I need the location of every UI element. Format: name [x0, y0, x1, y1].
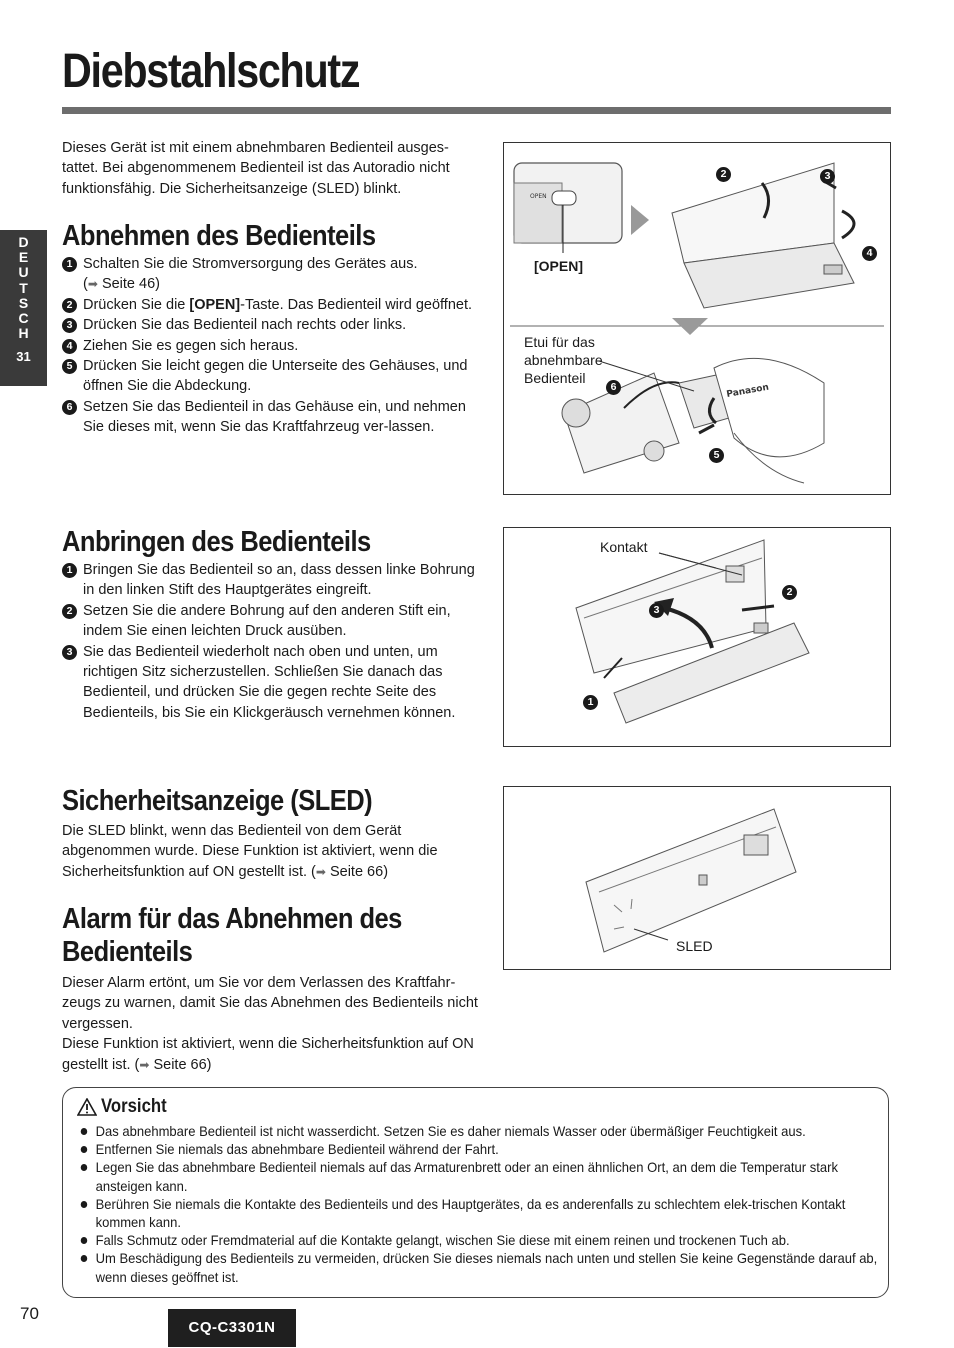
- list-item: [62, 315, 482, 335]
- page-ref: Seite 66: [329, 863, 384, 880]
- sled-text: [62, 821, 482, 882]
- figure-removing-drawing: [504, 143, 890, 494]
- caution-text: Entfernen Sie niemals das abnehmbare Bedienteil während der Fahrt.: [95, 1141, 499, 1158]
- list-item: 1 Schalten Sie die Stromversorgung des Gerätes aus. (➡ Seite 46): [62, 254, 482, 295]
- list-item: [77, 1122, 889, 1140]
- alarm-text-1: Dieser Alarm ertönt, um Sie vor dem Verlassen des Kraftfahr-zeugs zu warnen, damit Sie das Abnehmen des Bedienteils nicht vergessen.: [62, 975, 478, 1032]
- open-key-label: [OPEN]: [189, 296, 241, 313]
- step-number-icon: 3: [62, 645, 77, 660]
- sled-text-pre: Die SLED blinkt, wenn das Bedienteil von dem Gerät abgenommen wurde. Diese Funktion ist aktiviert, wenn die Sicherheitsfunktion auf ON gestellt ist. (: [62, 823, 438, 880]
- step-text-post: -Taste. Das Bedienteil wird geöffnet.: [240, 296, 472, 313]
- page-ref: Seite 66: [153, 1056, 207, 1073]
- page-ref-arrow-icon: ➡: [87, 277, 98, 292]
- removing-heading: Abnehmen des Bedienteils: [62, 220, 376, 252]
- language-side-tab: [0, 230, 47, 386]
- model-badge: CQ-C3301N: [168, 1309, 296, 1347]
- caution-text: Falls Schmutz oder Fremdmaterial auf die Kontakte gelangt, wischen Sie diese mit einem reinen und trockenen Tuch ab.: [95, 1232, 790, 1249]
- caution-text: Berühren Sie niemals die Kontakte des Bedienteils und des Hauptgerätes, da es anderenfalls zu schlechtem elek-trischen Kontakt kommen kann.: [95, 1195, 846, 1231]
- step-number-icon: 1: [62, 563, 77, 578]
- caution-text: Legen Sie das abnehmbare Bedienteil niemals auf das Armaturenbrett oder an einen ähnlichen Ort, an dem die Temperatur stark ansteigen kann.: [95, 1159, 838, 1194]
- sled-section: [62, 785, 482, 882]
- step-text: Drücken Sie leicht gegen die Unterseite des Gehäuses, und öffnen Sie die Abdeckung.: [83, 358, 468, 395]
- page-ref-arrow-icon: ➡: [139, 1057, 150, 1072]
- bullet-icon: [81, 1237, 88, 1244]
- title-rule: [62, 107, 891, 114]
- page-ref-arrow-icon: ➡: [315, 864, 326, 879]
- caution-list: [77, 1122, 878, 1286]
- sled-text-post: ): [383, 863, 389, 880]
- bullet-icon: [81, 1146, 88, 1153]
- step-text-pre: Drücken Sie die: [83, 296, 190, 313]
- marker-4-icon: 4: [862, 246, 877, 261]
- intro-section: [62, 138, 482, 199]
- step-number-icon: 1: [62, 257, 77, 272]
- step-number-icon: 3: [62, 318, 77, 333]
- step-text: Setzen Sie das Bedienteil in das Gehäuse ein, und nehmen Sie dieses mit, wenn Sie das Kraftfahrzeug ver-lassen.: [83, 398, 466, 436]
- marker-6-icon: 6: [606, 380, 621, 395]
- step-text: Setzen Sie die andere Bohrung auf den anderen Stift ein, indem Sie einen leichten Druck ausüben.: [83, 602, 451, 640]
- alarm-section: [62, 903, 482, 1075]
- removing-section: [62, 220, 482, 438]
- marker-5-icon: 5: [709, 448, 724, 463]
- bullet-icon: [81, 1128, 88, 1135]
- list-item: [62, 356, 482, 397]
- sled-heading: Sicherheitsanzeige (SLED): [62, 785, 373, 817]
- list-item: [77, 1140, 889, 1158]
- bullet-icon: [81, 1164, 88, 1171]
- step-text: Drücken Sie das Bedienteil nach rechts oder links.: [83, 317, 407, 334]
- attaching-steps: [62, 560, 482, 723]
- step-text: Schalten Sie die Stromversorgung des Gerätes aus.: [83, 256, 418, 272]
- sled-label: SLED: [676, 938, 713, 954]
- marker-2-icon: 2: [716, 167, 731, 182]
- intro-text: Dieses Gerät ist mit einem abnehmbaren Bedienteil ausges-tattet. Bei abgenommenem Bedienteil ist das Autoradio nicht funktionsfähig. Die Sicherheitsanzeige (SLED) blinkt.: [62, 140, 450, 197]
- list-item: [62, 295, 482, 315]
- case-label: Etui für das abnehmbare Bedienteil: [524, 334, 603, 386]
- attaching-heading: Anbringen des Bedienteils: [62, 526, 371, 558]
- open-label: [OPEN]: [534, 258, 583, 274]
- alarm-heading: Alarm für das Abnehmen des Bedienteils: [62, 903, 402, 968]
- step-number-icon: 4: [62, 339, 77, 354]
- list-item: [62, 397, 482, 438]
- list-item: [77, 1231, 889, 1249]
- figure-attaching-drawing: [504, 528, 890, 746]
- caution-box: [62, 1087, 889, 1298]
- caution-text: Um Beschädigung des Bedienteils zu vermeiden, drücken Sie dieses niemals nach unten und stellen Sie keine Gegenstände darauf ab, wenn dieses geöffnet ist.: [95, 1250, 878, 1285]
- page-number: 70: [20, 1304, 39, 1323]
- list-item: [77, 1195, 889, 1231]
- step-number-icon: 2: [62, 604, 77, 619]
- contact-label: Kontakt: [600, 539, 648, 555]
- alarm-text-2: [62, 1034, 482, 1075]
- marker-1-icon: 1: [583, 695, 598, 710]
- step-number-icon: 6: [62, 400, 77, 415]
- step-number-icon: 5: [62, 359, 77, 374]
- page-title: Diebstahlschutz: [62, 45, 360, 98]
- step-text: Sie das Bedienteil wiederholt nach oben und unten, um richtigen Sitz sicherzustellen. Schließen Sie danach das Bedienteil, und drücken Sie die gegen rechte Seite des Bedienteils, bis Sie ein Klickgeräusch vernehmen können.: [83, 643, 456, 721]
- figure-removing: [503, 142, 891, 495]
- list-item: [77, 1158, 889, 1194]
- language-letters: D E U T S C H: [18, 234, 29, 342]
- caution-heading: Vorsicht: [101, 1096, 167, 1117]
- alarm-text-pre: Diese Funktion ist aktiviert, wenn die Sicherheitsfunktion auf ON gestellt ist. (: [62, 1036, 474, 1073]
- list-item: [62, 642, 482, 724]
- step-number-icon: 2: [62, 298, 77, 313]
- list-item: [77, 1249, 889, 1285]
- list-item: [62, 560, 482, 601]
- removing-steps: [62, 254, 482, 438]
- section-number: 31: [16, 349, 31, 365]
- marker-3-icon: 3: [820, 169, 835, 184]
- figure-sled: [503, 786, 891, 970]
- caution-header: [77, 1096, 874, 1118]
- list-item: [62, 336, 482, 356]
- attaching-section: [62, 526, 482, 723]
- figure-attaching: [503, 527, 891, 747]
- open-button-text: OPEN: [530, 193, 547, 200]
- bullet-icon: [81, 1201, 88, 1208]
- alarm-text-post: ): [206, 1056, 212, 1073]
- list-item: [62, 601, 482, 642]
- brand-text: Panason: [725, 382, 770, 400]
- caution-text: Das abnehmbare Bedienteil ist nicht wasserdicht. Setzen Sie es daher niemals Wasser oder übermäßiger Feuchtigkeit aus.: [95, 1123, 806, 1139]
- step-text: Bringen Sie das Bedienteil so an, dass dessen linke Bohrung in den linken Stift des Hauptgerätes eingreift.: [83, 562, 475, 599]
- page-ref: Seite 46: [101, 276, 156, 293]
- bullet-icon: [81, 1255, 88, 1262]
- marker-2-icon: 2: [782, 585, 797, 600]
- marker-3-icon: 3: [649, 603, 664, 618]
- warning-triangle-icon: [77, 1098, 97, 1116]
- step-text: Ziehen Sie es gegen sich heraus.: [83, 337, 299, 354]
